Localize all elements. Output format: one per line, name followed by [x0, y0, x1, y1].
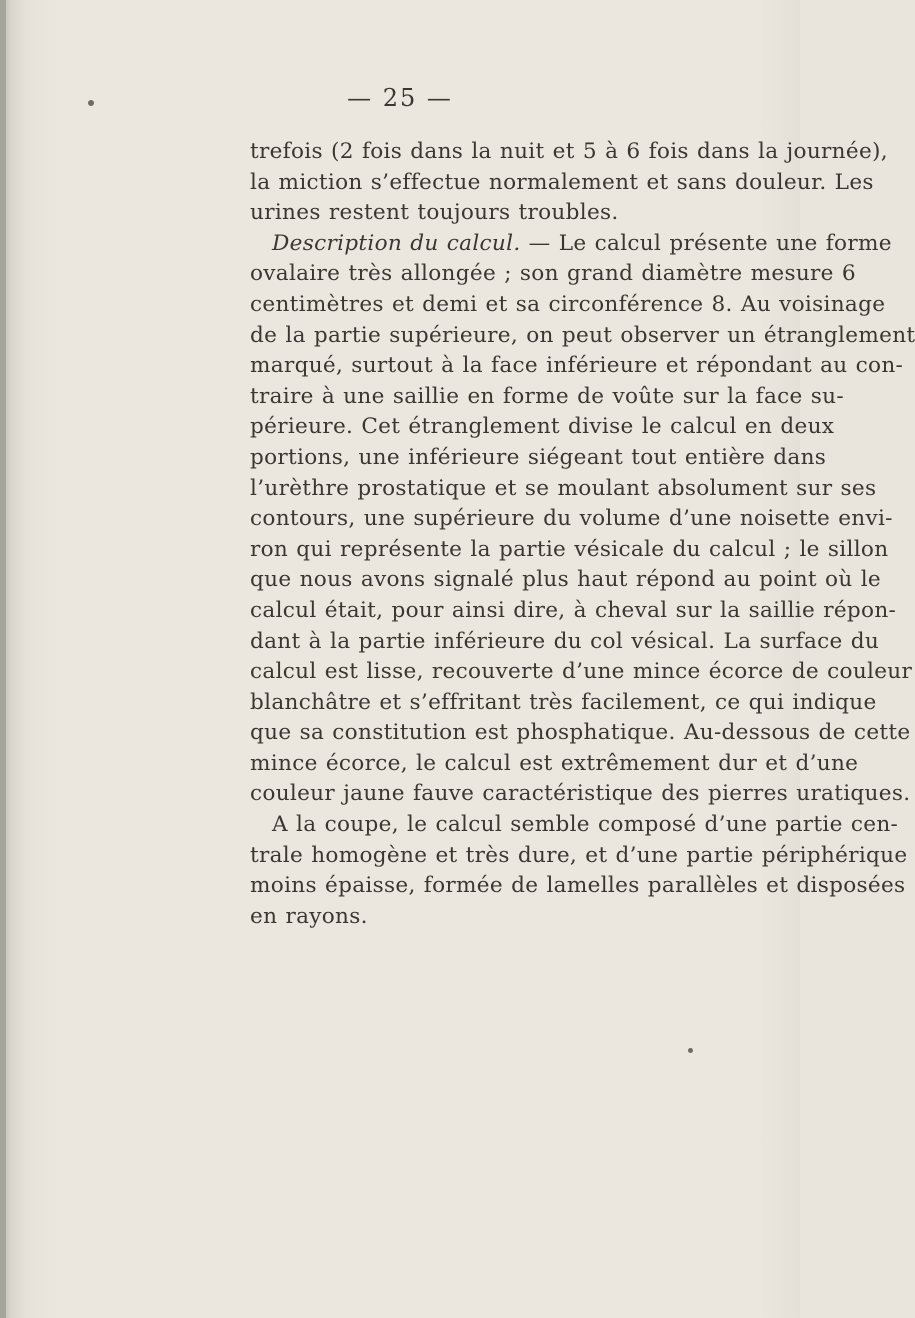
text-line: moins épaisse, formée de lamelles parallèles et disposées: [250, 873, 906, 899]
text-line: que sa constitution est phosphatique. Au-dessous de cette: [250, 720, 911, 746]
text-line: de la partie supérieure, on peut observer un étranglement: [250, 322, 915, 348]
text-line: l’urèthre prostatique et se moulant absolument sur ses: [250, 475, 877, 501]
text-line: que nous avons signalé plus haut répond au point où le: [250, 567, 882, 593]
description-heading-line: [250, 229, 892, 260]
page-binding-edge: [0, 0, 6, 1318]
text-line: blanchâtre et s’effritant très facilement, ce qui indique: [250, 689, 877, 715]
page-number: — 25 —: [347, 84, 453, 112]
text-line: ovalaire très allongée ; son grand diamètre mesure 6: [250, 261, 856, 287]
text-line: périeure. Cet étranglement divise le calcul en deux: [250, 414, 835, 440]
text-line: dant à la partie inférieure du col vésical. La surface du: [250, 628, 880, 654]
text-line: calcul était, pour ainsi dire, à cheval sur la saillie répon-: [250, 597, 897, 623]
text-line: contours, une supérieure du volume d’une noisette envi-: [250, 506, 893, 532]
text-line: couleur jaune fauve caractéristique des pierres uratiques.: [250, 781, 911, 807]
text-line: A la coupe, le calcul semble composé d’une partie cen-: [272, 812, 899, 838]
text-line: trale homogène et très dure, et d’une partie périphérique: [250, 842, 908, 868]
text-line: trefois (2 fois dans la nuit et 5 à 6 fois dans la journée),: [250, 139, 888, 164]
ink-speck: [688, 1048, 693, 1053]
text-line: urines restent toujours troubles.: [250, 200, 619, 226]
text-line: portions, une inférieure siégeant tout entière dans: [250, 444, 827, 470]
text-line: traire à une saillie en forme de voûte sur la face su-: [250, 383, 844, 409]
text-line-rest: — Le calcul présente une forme: [520, 230, 892, 256]
text-line: en rayons.: [250, 903, 368, 929]
text-line: centimètres et demi et sa circonférence 8. Au voisinage: [250, 291, 886, 317]
text-line: ron qui représente la partie vésicale du calcul ; le sillon: [250, 536, 889, 562]
text-line: marqué, surtout à la face inférieure et répondant au con-: [250, 353, 904, 379]
description-heading: Description du calcul.: [272, 230, 521, 256]
text-line: la miction s’effectue normalement et sans douleur. Les: [250, 169, 874, 195]
text-line: mince écorce, le calcul est extrêmement dur et d’une: [250, 750, 859, 776]
body-text: [250, 137, 915, 932]
text-line: calcul est lisse, recouverte d’une mince écorce de couleur: [250, 659, 913, 685]
